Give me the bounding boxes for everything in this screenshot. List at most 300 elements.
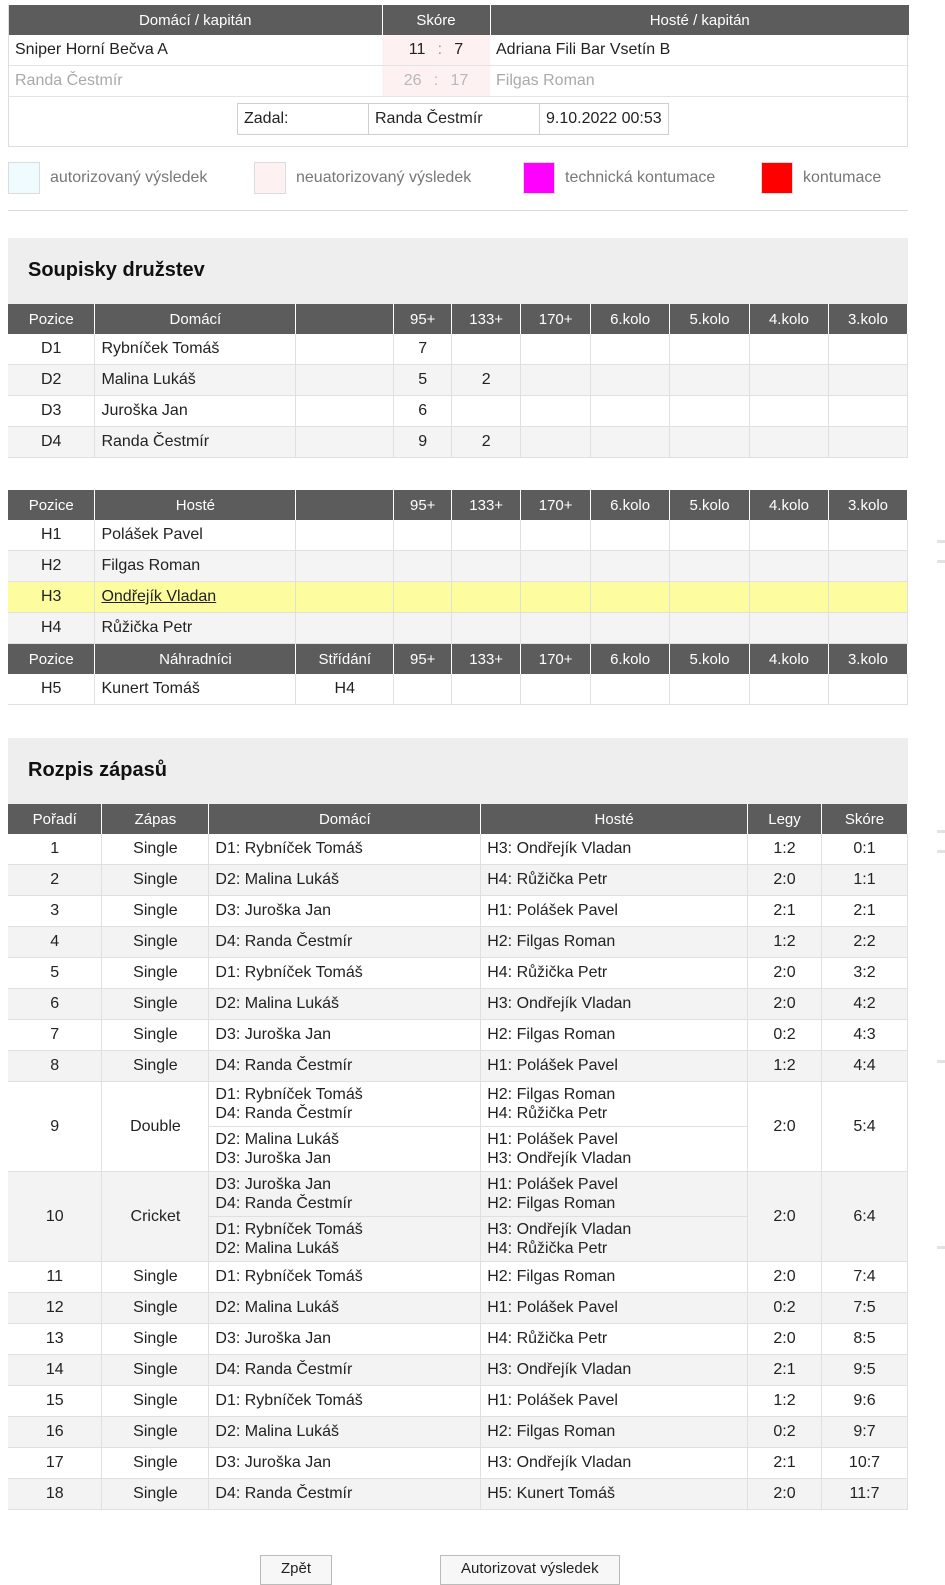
result-legend — [8, 161, 908, 197]
schedule-row — [8, 1355, 908, 1386]
legs-result: 2:0 — [748, 1172, 822, 1262]
legend-forfeit — [761, 161, 881, 195]
legs-result: 2:0 — [748, 865, 822, 896]
roster-stat-cell — [452, 674, 521, 705]
roster-col-header: 5.kolo — [670, 644, 750, 675]
schedule-section-header — [8, 738, 908, 804]
roster-position: D3 — [8, 396, 95, 427]
running-score: 5:4 — [822, 1082, 908, 1172]
roster-stat-cell — [750, 613, 829, 644]
game-type: Single — [102, 865, 209, 896]
col-header-away: Hosté / kapitán — [490, 5, 909, 35]
home-player: D3: Juroška Jan — [209, 1324, 481, 1355]
roster-col-header: 6.kolo — [591, 644, 670, 675]
schedule-title: Rozpis zápasů — [28, 759, 167, 781]
legend-swatch-unauthorized — [254, 162, 286, 194]
scroll-marker — [937, 1060, 945, 1063]
legs-separator: : — [433, 72, 439, 89]
legs-result: 2:1 — [748, 896, 822, 927]
schedule-col-header: Zápas — [102, 804, 209, 834]
roster-player-name: Malina Lukáš — [95, 365, 296, 396]
pair-player: D3: Juroška Jan — [215, 1176, 331, 1193]
away-player: H3: Ondřejík Vladan — [481, 834, 748, 865]
legs-result: 0:2 — [748, 1293, 822, 1324]
roster-position: D2 — [8, 365, 95, 396]
away-roster-table — [8, 490, 908, 705]
roster-stat-cell — [591, 427, 670, 458]
game-type: Single — [102, 1051, 209, 1082]
away-player: H2: Filgas Roman — [481, 1020, 748, 1051]
home-player: D2: Malina Lukáš — [209, 1293, 481, 1324]
schedule-header — [8, 804, 908, 834]
roster-stat-cell — [670, 396, 750, 427]
game-type: Single — [102, 989, 209, 1020]
running-score: 10:7 — [822, 1448, 908, 1479]
legend-label: kontumace — [803, 169, 882, 186]
roster-stat-cell — [828, 334, 907, 365]
roster-stat-cell — [670, 613, 750, 644]
schedule-row — [8, 1172, 908, 1217]
roster-stat-cell — [296, 334, 394, 365]
schedule-row — [8, 1479, 908, 1510]
roster-stat-cell — [296, 427, 394, 458]
schedule-col-header: Skóre — [822, 804, 908, 834]
schedule-row — [8, 1448, 908, 1479]
pair-player: H1: Polášek Pavel — [487, 1131, 618, 1148]
away-score: 7 — [454, 41, 464, 58]
schedule-row — [8, 1051, 908, 1082]
roster-col-header: 95+ — [394, 490, 452, 520]
roster-player-name: Kunert Tomáš — [95, 674, 296, 705]
schedule-row — [8, 958, 908, 989]
scroll-marker — [937, 830, 945, 833]
roster-stat-cell — [670, 427, 750, 458]
roster-stat-cell — [591, 613, 670, 644]
running-score: 7:4 — [822, 1262, 908, 1293]
roster-stat-cell — [828, 427, 907, 458]
legend-label: neuatorizovaný výsledek — [296, 169, 472, 186]
pair-player: D4: Randa Čestmír — [215, 1105, 353, 1122]
home-player: D2: Malina Lukáš — [209, 1417, 481, 1448]
roster-stat-cell — [521, 365, 591, 396]
pair-player: H4: Růžička Petr — [487, 1240, 608, 1257]
roster-col-header: 5.kolo — [670, 304, 750, 334]
schedule-row — [8, 1020, 908, 1051]
roster-col-header: 4.kolo — [750, 304, 829, 334]
roster-stat-cell — [750, 334, 829, 365]
roster-stat-cell — [591, 520, 670, 551]
substitute-row — [8, 674, 908, 705]
roster-stat-cell — [828, 520, 907, 551]
game-type: Single — [102, 1020, 209, 1051]
away-roster-header — [8, 490, 908, 520]
roster-stat-cell — [750, 427, 829, 458]
roster-col-header: 6.kolo — [591, 490, 670, 520]
pair-players — [481, 1082, 748, 1127]
roster-col-header — [296, 490, 394, 520]
away-player: H1: Polášek Pavel — [481, 896, 748, 927]
roster-stat-cell — [521, 613, 591, 644]
legs-result: 2:0 — [748, 989, 822, 1020]
pair-players — [209, 1127, 481, 1172]
pair-players — [209, 1082, 481, 1127]
roster-col-header: 95+ — [394, 304, 452, 334]
roster-stat-cell — [452, 582, 521, 613]
roster-stat-cell — [670, 674, 750, 705]
roster-stat-cell — [828, 396, 907, 427]
entered-at: 9.10.2022 00:53 — [546, 110, 662, 127]
running-score: 0:1 — [822, 834, 908, 865]
roster-stat-cell — [452, 334, 521, 365]
score-separator: : — [437, 41, 443, 58]
back-button[interactable]: Zpět — [260, 1555, 332, 1585]
roster-stat-cell — [452, 396, 521, 427]
schedule-row — [8, 1324, 908, 1355]
pair-player: H3: Ondřejík Vladan — [487, 1221, 632, 1238]
legs-result: 2:0 — [748, 1082, 822, 1172]
running-score: 9:5 — [822, 1355, 908, 1386]
game-type: Single — [102, 1479, 209, 1510]
roster-player-name: Polášek Pavel — [95, 520, 296, 551]
game-type: Single — [102, 1324, 209, 1355]
scroll-marker — [937, 560, 945, 563]
running-score: 11:7 — [822, 1479, 908, 1510]
legs-score — [382, 66, 490, 97]
roster-stat-cell — [828, 551, 907, 582]
schedule-row — [8, 834, 908, 865]
roster-stat-cell: 9 — [394, 427, 452, 458]
roster-col-header: 133+ — [452, 304, 521, 334]
roster-stat-cell — [521, 582, 591, 613]
roster-row — [8, 334, 908, 365]
roster-stat-cell — [394, 520, 452, 551]
game-type: Single — [102, 1355, 209, 1386]
game-type: Single — [102, 958, 209, 989]
match-result-table — [9, 5, 909, 97]
legend-unauthorized — [254, 161, 471, 195]
roster-stat-cell — [591, 396, 670, 427]
roster-stat-cell — [452, 520, 521, 551]
roster-row — [8, 582, 908, 613]
game-order: 11 — [8, 1262, 102, 1293]
legend-swatch-authorized — [8, 162, 40, 194]
pair-players — [481, 1172, 748, 1217]
schedule-row — [8, 1293, 908, 1324]
roster-row — [8, 613, 908, 644]
roster-stat-cell — [296, 582, 394, 613]
roster-stat-cell — [750, 674, 829, 705]
entered-by-table — [237, 103, 669, 135]
roster-player-name: Rybníček Tomáš — [95, 334, 296, 365]
roster-stat-cell — [750, 582, 829, 613]
roster-stat-cell — [750, 551, 829, 582]
away-player: H5: Kunert Tomáš — [481, 1479, 748, 1510]
game-type: Cricket — [102, 1172, 209, 1262]
roster-stat-cell — [394, 582, 452, 613]
game-type: Single — [102, 896, 209, 927]
roster-position: H2 — [8, 551, 95, 582]
roster-stat-cell — [521, 551, 591, 582]
legs-result: 2:1 — [748, 1355, 822, 1386]
home-captain: Randa Čestmír — [9, 66, 382, 97]
roster-stat-cell — [452, 613, 521, 644]
roster-stat-cell — [670, 365, 750, 396]
away-player: H4: Růžička Petr — [481, 865, 748, 896]
col-header-home: Domácí / kapitán — [9, 5, 382, 35]
away-player: H3: Ondřejík Vladan — [481, 1355, 748, 1386]
roster-stat-cell — [828, 674, 907, 705]
roster-col-header: Pozice — [8, 304, 95, 334]
schedule-table — [8, 804, 908, 1510]
roster-col-header: Pozice — [8, 644, 95, 675]
roster-stat-cell — [750, 365, 829, 396]
roster-stat-cell: 5 — [394, 365, 452, 396]
roster-player-name: Randa Čestmír — [95, 427, 296, 458]
game-type: Single — [102, 1448, 209, 1479]
roster-position: H4 — [8, 613, 95, 644]
legs-result: 1:2 — [748, 834, 822, 865]
roster-stat-cell: 2 — [452, 365, 521, 396]
legend-authorized — [8, 161, 207, 195]
roster-stat-cell — [521, 427, 591, 458]
running-score: 4:3 — [822, 1020, 908, 1051]
pair-player: H4: Růžička Petr — [487, 1105, 608, 1122]
roster-row — [8, 520, 908, 551]
roster-stat-cell — [828, 582, 907, 613]
pair-player: H1: Polášek Pavel — [487, 1176, 618, 1193]
roster-player-name: Juroška Jan — [95, 396, 296, 427]
roster-col-header: 6.kolo — [591, 304, 670, 334]
schedule-col-header: Hosté — [481, 804, 748, 834]
roster-stat-cell — [591, 551, 670, 582]
away-captain: Filgas Roman — [490, 66, 909, 97]
game-order: 12 — [8, 1293, 102, 1324]
roster-col-header: 4.kolo — [750, 644, 829, 675]
running-score: 9:7 — [822, 1417, 908, 1448]
roster-stat-cell: 2 — [452, 427, 521, 458]
pair-player: D2: Malina Lukáš — [215, 1131, 340, 1148]
schedule-row — [8, 865, 908, 896]
home-player: D1: Rybníček Tomáš — [209, 958, 481, 989]
game-order: 4 — [8, 927, 102, 958]
player-link[interactable]: Ondřejík Vladan — [101, 588, 217, 605]
pair-players — [209, 1172, 481, 1217]
legs-result: 2:0 — [748, 958, 822, 989]
away-player: H3: Ondřejík Vladan — [481, 989, 748, 1020]
roster-position: D1 — [8, 334, 95, 365]
away-player: H4: Růžička Petr — [481, 1324, 748, 1355]
roster-stat-cell — [591, 674, 670, 705]
scroll-marker — [937, 540, 945, 543]
roster-stat-cell: 6 — [394, 396, 452, 427]
roster-stat-cell: H5 — [8, 674, 95, 705]
schedule-col-header: Pořadí — [8, 804, 102, 834]
roster-position: H3 — [8, 582, 95, 613]
roster-col-header: Hosté — [95, 490, 296, 520]
roster-stat-cell — [591, 365, 670, 396]
game-order: 15 — [8, 1386, 102, 1417]
match-score — [382, 35, 490, 66]
roster-col-header: 3.kolo — [828, 490, 907, 520]
roster-col-header: Střídání — [296, 644, 394, 675]
game-type: Single — [102, 834, 209, 865]
rosters-section-header — [8, 238, 908, 304]
home-legs: 26 — [403, 72, 422, 89]
entered-by-label: Zadal: — [238, 104, 369, 135]
pair-player: D1: Rybníček Tomáš — [215, 1221, 363, 1238]
running-score: 2:1 — [822, 896, 908, 927]
game-order: 3 — [8, 896, 102, 927]
pair-player: H3: Ondřejík Vladan — [487, 1150, 632, 1167]
schedule-row — [8, 896, 908, 927]
roster-col-header: 133+ — [452, 644, 521, 675]
running-score: 9:6 — [822, 1386, 908, 1417]
away-player: H1: Polášek Pavel — [481, 1386, 748, 1417]
legs-result: 2:1 — [748, 1448, 822, 1479]
roster-stat-cell — [521, 674, 591, 705]
running-score: 4:4 — [822, 1051, 908, 1082]
roster-stat-cell — [296, 520, 394, 551]
roster-stat-cell — [394, 551, 452, 582]
game-type: Single — [102, 927, 209, 958]
running-score: 6:4 — [822, 1172, 908, 1262]
game-order: 6 — [8, 989, 102, 1020]
game-order: 10 — [8, 1172, 102, 1262]
home-score: 11 — [408, 41, 426, 58]
roster-stat-cell — [670, 334, 750, 365]
away-player: H2: Filgas Roman — [481, 1262, 748, 1293]
roster-col-header: 170+ — [521, 644, 591, 675]
pair-players — [481, 1217, 748, 1262]
game-order: 13 — [8, 1324, 102, 1355]
game-type: Single — [102, 1293, 209, 1324]
away-player: H2: Filgas Roman — [481, 927, 748, 958]
roster-col-header: Domácí — [95, 304, 296, 334]
game-order: 2 — [8, 865, 102, 896]
roster-stat-cell — [452, 551, 521, 582]
pair-players — [209, 1217, 481, 1262]
roster-player-name[interactable] — [95, 582, 296, 613]
legs-result: 2:0 — [748, 1262, 822, 1293]
roster-stat-cell — [828, 613, 907, 644]
legend-swatch-technical-forfeit — [523, 162, 555, 194]
scrollbar-track[interactable] — [932, 0, 945, 1567]
home-player: D1: Rybníček Tomáš — [209, 1262, 481, 1293]
roster-col-header: Náhradníci — [95, 644, 296, 675]
roster-col-header: 133+ — [452, 490, 521, 520]
authorize-button[interactable]: Autorizovat výsledek — [440, 1555, 620, 1585]
schedule-row — [8, 989, 908, 1020]
running-score: 2:2 — [822, 927, 908, 958]
roster-col-header: 95+ — [394, 644, 452, 675]
roster-stat-cell — [296, 613, 394, 644]
home-player: D4: Randa Čestmír — [209, 1355, 481, 1386]
pair-player: D2: Malina Lukáš — [215, 1240, 340, 1257]
roster-stat-cell — [670, 520, 750, 551]
away-legs: 17 — [450, 72, 469, 89]
roster-player-name: Filgas Roman — [95, 551, 296, 582]
legs-result: 2:0 — [748, 1324, 822, 1355]
roster-stat-cell — [670, 551, 750, 582]
home-player: D3: Juroška Jan — [209, 1020, 481, 1051]
roster-col-header: 4.kolo — [750, 490, 829, 520]
roster-stat-cell — [296, 396, 394, 427]
roster-stat-cell — [296, 365, 394, 396]
game-order: 18 — [8, 1479, 102, 1510]
running-score: 8:5 — [822, 1324, 908, 1355]
schedule-col-header: Domácí — [209, 804, 481, 834]
schedule-row — [8, 927, 908, 958]
roster-stat-cell: 7 — [394, 334, 452, 365]
roster-stat-cell — [521, 334, 591, 365]
divider — [8, 210, 908, 211]
scroll-marker — [937, 850, 945, 853]
pair-players — [481, 1127, 748, 1172]
home-player: D3: Juroška Jan — [209, 896, 481, 927]
pair-player: D1: Rybníček Tomáš — [215, 1086, 363, 1103]
scroll-marker — [937, 1246, 945, 1249]
away-player: H1: Polášek Pavel — [481, 1051, 748, 1082]
roster-col-header — [296, 304, 394, 334]
roster-row — [8, 396, 908, 427]
home-roster-table — [8, 304, 908, 458]
roster-col-header: 3.kolo — [828, 304, 907, 334]
home-player: D1: Rybníček Tomáš — [209, 834, 481, 865]
roster-row — [8, 427, 908, 458]
legend-label: autorizovaný výsledek — [50, 169, 208, 186]
game-order: 5 — [8, 958, 102, 989]
away-player: H4: Růžička Petr — [481, 958, 748, 989]
game-order: 17 — [8, 1448, 102, 1479]
roster-position: D4 — [8, 427, 95, 458]
pair-player: H2: Filgas Roman — [487, 1195, 616, 1212]
match-result-box — [8, 5, 908, 147]
home-player: D4: Randa Čestmír — [209, 927, 481, 958]
pair-player: H2: Filgas Roman — [487, 1086, 616, 1103]
col-header-score: Skóre — [382, 5, 490, 35]
away-player: H2: Filgas Roman — [481, 1417, 748, 1448]
schedule-col-header: Legy — [748, 804, 822, 834]
rosters-title: Soupisky družstev — [28, 259, 205, 281]
roster-row — [8, 551, 908, 582]
game-order: 14 — [8, 1355, 102, 1386]
roster-stat-cell — [521, 396, 591, 427]
game-type: Single — [102, 1386, 209, 1417]
legs-result: 0:2 — [748, 1020, 822, 1051]
home-roster-header — [8, 304, 908, 334]
home-player: D4: Randa Čestmír — [209, 1051, 481, 1082]
legs-result: 2:0 — [748, 1479, 822, 1510]
pair-player: D4: Randa Čestmír — [215, 1195, 353, 1212]
home-player: D2: Malina Lukáš — [209, 865, 481, 896]
legs-result: 1:2 — [748, 927, 822, 958]
legs-result: 0:2 — [748, 1417, 822, 1448]
legend-technical-forfeit — [523, 161, 715, 195]
roster-stat-cell — [670, 582, 750, 613]
game-order: 16 — [8, 1417, 102, 1448]
home-player: D1: Rybníček Tomáš — [209, 1386, 481, 1417]
away-team-name: Adriana Fili Bar Vsetín B — [490, 35, 909, 66]
legend-label: technická kontumace — [565, 169, 716, 186]
roster-stat-cell — [591, 582, 670, 613]
game-order: 1 — [8, 834, 102, 865]
home-team-name: Sniper Horní Bečva A — [9, 35, 382, 66]
roster-stat-cell: H4 — [296, 674, 394, 705]
roster-stat-cell — [750, 396, 829, 427]
game-type: Single — [102, 1417, 209, 1448]
game-order: 7 — [8, 1020, 102, 1051]
legs-result: 1:2 — [748, 1386, 822, 1417]
